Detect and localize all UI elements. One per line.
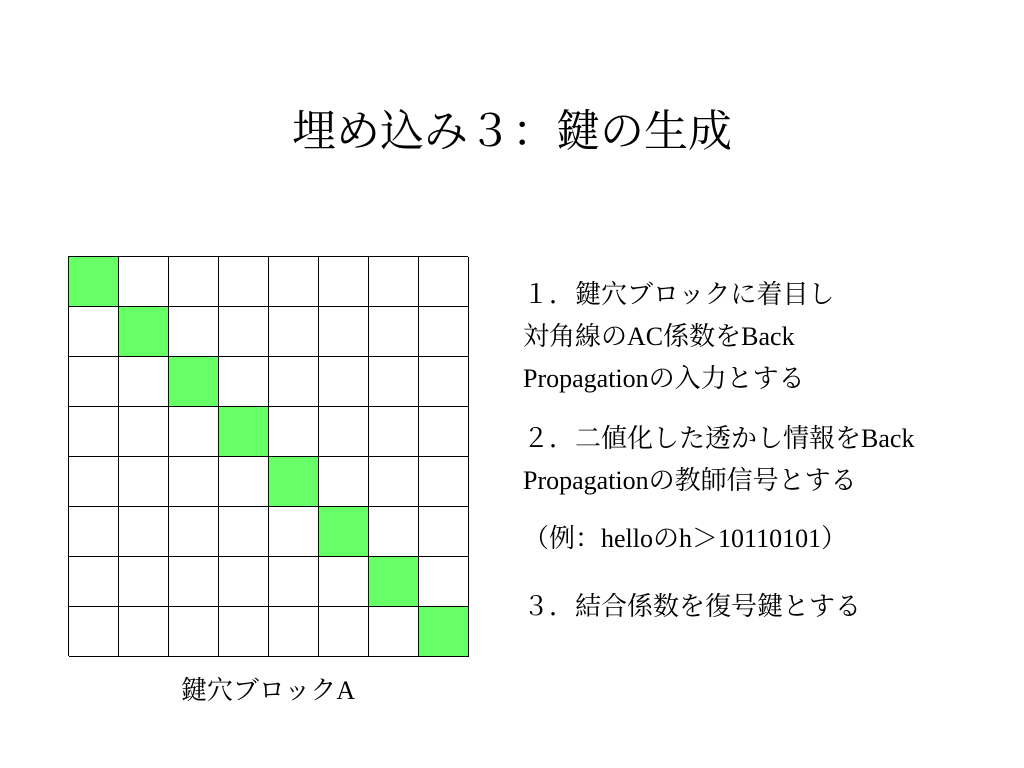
grid-cell: [269, 307, 319, 357]
step-1-line-2-back: Back: [741, 322, 795, 351]
grid-cell: [419, 407, 469, 457]
step-2: [523, 418, 1013, 502]
grid-cell: [169, 307, 219, 357]
grid-caption-jp: 鍵穴ブロック: [180, 676, 337, 706]
grid-caption-latin: A: [336, 676, 356, 705]
step-1-line-1: １．鍵穴ブロックに着目し: [523, 280, 835, 310]
grid-cell: [369, 457, 419, 507]
diagonal-cell: [419, 607, 469, 657]
step-2-example: [523, 518, 1013, 560]
step-1-line-2: [523, 316, 1013, 358]
grid-cell: [119, 457, 169, 507]
grid-cell: [119, 607, 169, 657]
example-bits: 10110101: [718, 524, 822, 553]
grid-cell: [69, 457, 119, 507]
step-2-line-1: [523, 418, 1013, 460]
example-close: ）: [821, 524, 848, 554]
grid-cell: [369, 307, 419, 357]
grid-cell: [269, 257, 319, 307]
diagonal-cell: [169, 357, 219, 407]
grid-cell: [219, 257, 269, 307]
grid-cell: [69, 407, 119, 457]
diagonal-cell: [369, 557, 419, 607]
grid-cell: [119, 507, 169, 557]
grid-cell: [319, 257, 369, 307]
grid-cell: [119, 257, 169, 307]
grid-cell: [419, 357, 469, 407]
grid-cell: [169, 507, 219, 557]
grid-cell: [119, 357, 169, 407]
step-2-line-2: [523, 460, 1013, 502]
diagonal-cell: [219, 407, 269, 457]
grid-cell: [269, 357, 319, 407]
step-1-line-2-ac: AC: [627, 322, 664, 351]
step-2-line-2-jp: の教師信号とする: [648, 466, 857, 496]
grid-cell: [119, 407, 169, 457]
diagonal-cell: [119, 307, 169, 357]
grid-cell: [169, 407, 219, 457]
example-letter: h: [679, 524, 693, 553]
step-3-line-1: ３．結合係数を復号鍵とする: [523, 592, 862, 622]
diagonal-cell: [69, 257, 119, 307]
grid-cell: [369, 357, 419, 407]
grid-cell: [69, 357, 119, 407]
grid-cell: [169, 257, 219, 307]
step-3: [523, 586, 1013, 628]
example-no: の: [653, 524, 680, 554]
grid-cell: [369, 607, 419, 657]
slide-title: 埋め込み３：鍵の生成: [292, 106, 732, 157]
grid-cell: [419, 457, 469, 507]
diagonal-cell: [319, 507, 369, 557]
grid-cell: [319, 457, 369, 507]
grid-cell: [269, 557, 319, 607]
grid-cell: [369, 257, 419, 307]
example-arrow: ＞: [692, 524, 719, 554]
grid-cell: [319, 307, 369, 357]
keyhole-block-grid: [68, 256, 468, 656]
grid-cell: [219, 557, 269, 607]
example-word: hello: [601, 524, 654, 553]
diagonal-cell: [269, 457, 319, 507]
grid-cell: [369, 407, 419, 457]
grid-cell: [219, 457, 269, 507]
grid-cell: [219, 357, 269, 407]
grid-cell: [219, 307, 269, 357]
grid-cell: [169, 457, 219, 507]
grid-cell: [419, 257, 469, 307]
step-1-line-3-jp: の入力とする: [648, 364, 805, 394]
grid-cell: [419, 557, 469, 607]
grid-cell: [319, 357, 369, 407]
grid-cell: [69, 607, 119, 657]
grid-cell: [319, 607, 369, 657]
grid-cell: [69, 557, 119, 607]
grid-cell: [419, 507, 469, 557]
grid-cell: [169, 607, 219, 657]
grid-cell: [419, 307, 469, 357]
grid-cell: [269, 407, 319, 457]
step-2-line-1-jp: ２．二値化した透かし情報を: [523, 424, 862, 454]
grid-caption: [68, 674, 468, 708]
grid-cell: [219, 507, 269, 557]
grid-cell: [319, 557, 369, 607]
step-1-line-3: [523, 358, 1013, 400]
grid-cell: [269, 607, 319, 657]
step-2-line-2-propagation: Propagation: [523, 466, 649, 495]
grid-cell: [69, 307, 119, 357]
grid-cell: [69, 507, 119, 557]
example-line: [523, 518, 1013, 560]
step-1: [523, 274, 1013, 400]
grid-cell: [119, 557, 169, 607]
grid-cell: [369, 507, 419, 557]
step-1-line-3-propagation: Propagation: [523, 364, 649, 393]
grid-cell: [219, 607, 269, 657]
step-1-line-2-jp: 対角線の: [523, 322, 628, 352]
example-open: （例：: [523, 524, 602, 554]
step-1-line-2-jp2: 係数を: [663, 322, 742, 352]
grid-cell: [269, 507, 319, 557]
grid-cell: [319, 407, 369, 457]
grid-cell: [169, 557, 219, 607]
step-2-line-1-back: Back: [861, 424, 915, 453]
